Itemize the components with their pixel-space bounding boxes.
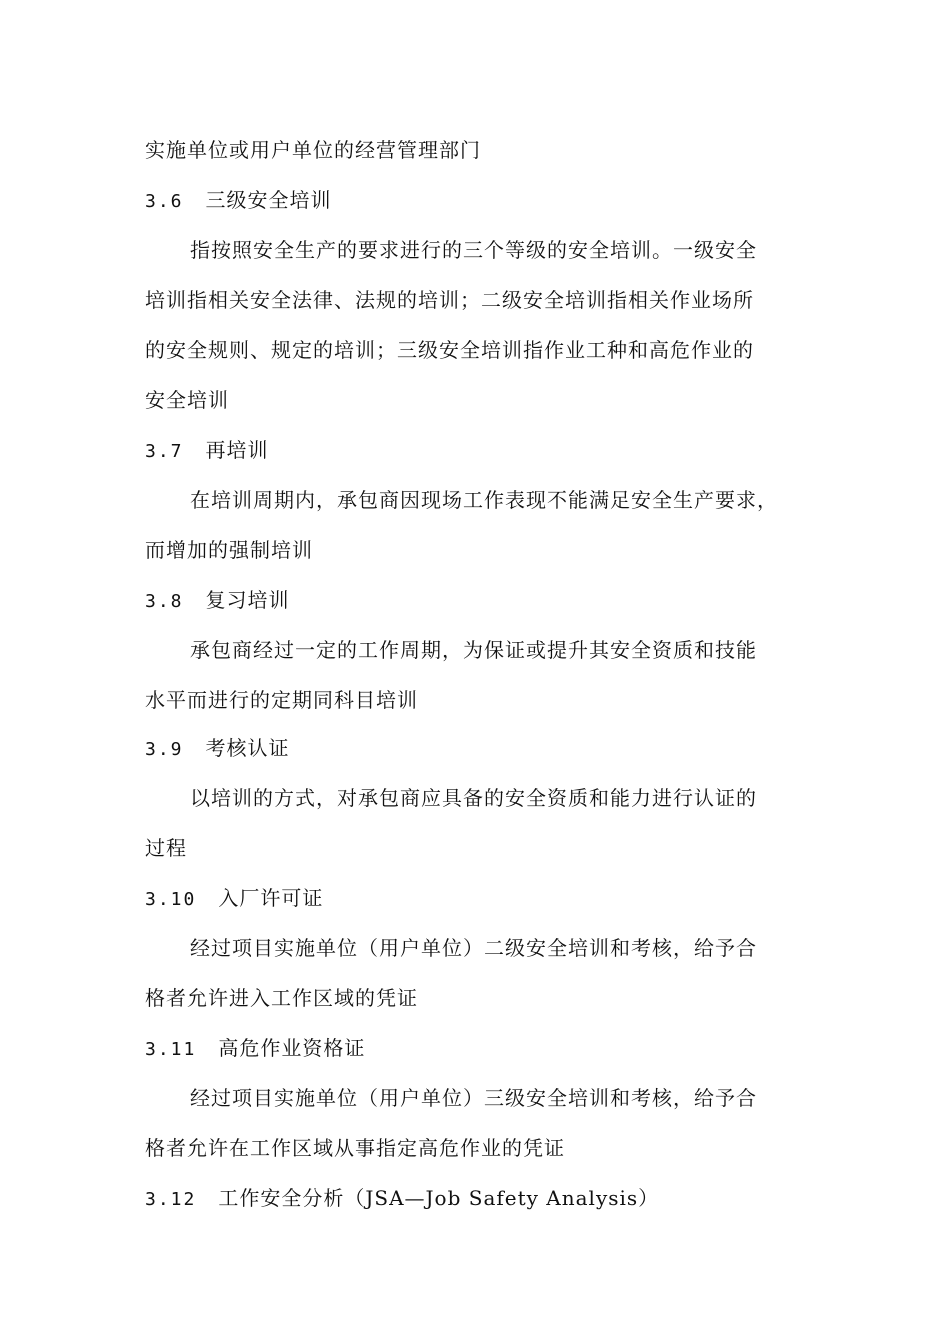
body-line: 经过项目实施单位（用户单位）二级安全培训和考核，给予合: [190, 936, 757, 960]
section-number: 3.12: [145, 1189, 197, 1210]
section-number: 3.11: [145, 1039, 197, 1060]
section-title: 再培训: [205, 438, 269, 462]
body-line: 在培训周期内，承包商因现场工作表现不能满足安全生产要求，: [190, 488, 778, 512]
section-number: 3.7: [145, 441, 184, 462]
section-heading-3-7: [145, 437, 825, 465]
section-title: 高危作业资格证: [218, 1036, 366, 1060]
body-line: 经过项目实施单位（用户单位）三级安全培训和考核，给予合: [190, 1086, 757, 1110]
section-title: 入厂许可证: [218, 886, 324, 910]
section-title: 复习培训: [205, 588, 290, 612]
body-line: 承包商经过一定的工作周期，为保证或提升其安全资质和技能: [190, 638, 757, 662]
section-number: 3.9: [145, 739, 184, 760]
section-title: 三级安全培训: [205, 188, 332, 212]
body-line: 安全培训: [145, 388, 229, 412]
section-heading-3-8: [145, 587, 825, 615]
body-line: 格者允许进入工作区域的凭证: [145, 986, 418, 1010]
section-heading-3-6: [145, 187, 825, 215]
body-line: 培训指相关安全法律、法规的培训；二级安全培训指相关作业场所: [145, 288, 754, 312]
section-number: 3.8: [145, 591, 184, 612]
section-heading-3-11: [145, 1035, 825, 1063]
body-line: 以培训的方式，对承包商应具备的安全资质和能力进行认证的: [190, 786, 757, 810]
section-number: 3.6: [145, 191, 184, 212]
section-heading-3-9: [145, 735, 825, 763]
section-number: 3.10: [145, 889, 197, 910]
body-line: 过程: [145, 836, 187, 860]
section-heading-3-12: [145, 1185, 825, 1213]
body-line: 实施单位或用户单位的经营管理部门: [145, 138, 481, 162]
section-title: 考核认证: [205, 736, 290, 760]
section-title: 工作安全分析（JSA—Job Safety Analysis）: [218, 1186, 660, 1210]
body-line: 格者允许在工作区域从事指定高危作业的凭证: [145, 1136, 565, 1160]
body-line: 而增加的强制培训: [145, 538, 313, 562]
body-line: 指按照安全生产的要求进行的三个等级的安全培训。一级安全: [190, 238, 757, 262]
section-heading-3-10: [145, 885, 825, 913]
body-line: 的安全规则、规定的培训；三级安全培训指作业工种和高危作业的: [145, 338, 754, 362]
body-line: 水平而进行的定期同科目培训: [145, 688, 418, 712]
